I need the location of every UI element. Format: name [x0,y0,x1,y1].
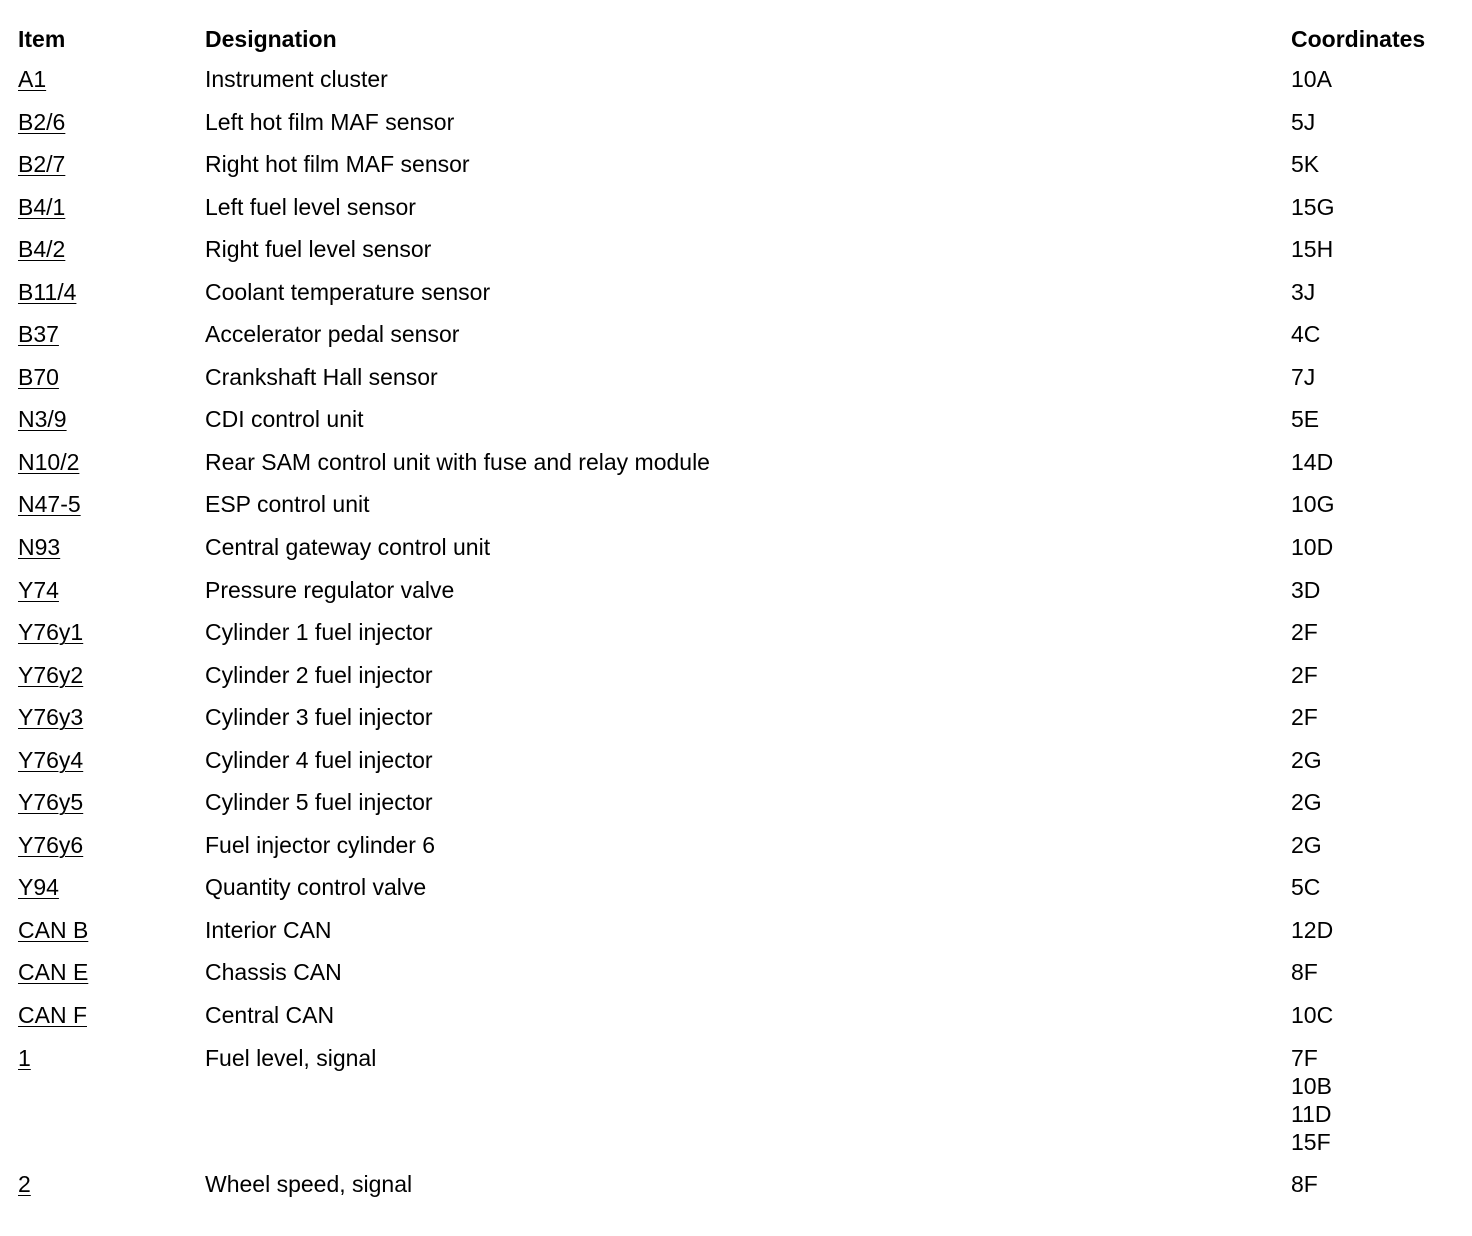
designation-cell: Pressure regulator valve [205,576,455,603]
coordinates-cell [1291,788,1322,816]
item-cell [18,108,65,136]
item-cell [18,320,59,348]
item-link[interactable]: B70 [18,363,59,390]
coordinates-cell [1291,193,1334,221]
table-row [18,149,1458,192]
designation-cell: Quantity control valve [205,874,427,901]
coordinates-cell [1291,1170,1318,1198]
designation-cell: Central gateway control unit [205,534,491,561]
table-row [18,107,1458,150]
item-link[interactable]: B4/2 [18,236,66,263]
item-cell [18,278,76,306]
coordinates-cell [1291,65,1332,93]
item-cell [18,490,81,518]
designation-cell: Cylinder 1 fuel injector [205,619,433,646]
coordinate-value: 2G [1291,746,1322,773]
item-link[interactable]: B2/7 [18,151,66,178]
designation-cell: Accelerator pedal sensor [205,321,460,348]
coordinates-cell [1291,278,1315,306]
table-row [18,702,1458,745]
item-cell [18,873,59,901]
designation-cell: Cylinder 5 fuel injector [205,789,433,816]
coordinate-value: 10C [1291,1002,1334,1029]
table-row [18,660,1458,703]
coordinate-value: 11D [1291,1100,1332,1127]
designation-cell: Cylinder 4 fuel injector [205,746,433,773]
item-cell [18,618,83,646]
header-designation: Designation [205,26,337,52]
item-link[interactable]: N93 [18,534,61,561]
item-cell [18,533,60,561]
item-cell [18,916,88,944]
coordinate-value: 2G [1291,789,1322,816]
item-link[interactable]: Y76y4 [18,746,84,773]
table-row [18,745,1458,788]
item-cell [18,150,65,178]
table-row [18,872,1458,915]
item-link[interactable]: Y76y1 [18,619,84,646]
item-link[interactable]: Y76y5 [18,789,84,816]
coordinate-value: 5K [1291,151,1320,178]
coordinate-value: 10G [1291,491,1335,518]
designation-cell: Wheel speed, signal [205,1170,413,1197]
header-item: Item [18,26,66,52]
coordinate-value: 3J [1291,278,1316,305]
coordinate-value: 15H [1291,236,1334,263]
table-row [18,1043,1458,1169]
item-cell [18,405,67,433]
component-legend-table [18,24,1458,1211]
coordinate-value: 7F [1291,1044,1318,1071]
coordinate-value: 5C [1291,874,1321,901]
coordinate-value: 10A [1291,66,1332,92]
item-cell [18,661,83,689]
coordinate-value: 8F [1291,959,1318,986]
item-cell [18,65,46,93]
item-link[interactable]: N10/2 [18,448,80,475]
coordinates-cell [1291,916,1333,944]
coordinates-cell [1291,448,1333,476]
item-link[interactable]: Y94 [18,874,59,901]
table-row [18,447,1458,490]
item-link[interactable]: B2/6 [18,108,66,135]
item-cell [18,1001,87,1029]
item-cell [18,235,65,263]
item-cell [18,193,65,221]
coordinate-value: 5E [1291,406,1320,433]
coordinates-cell [1291,108,1315,136]
item-link[interactable]: 1 [18,1044,31,1071]
designation-cell: Chassis CAN [205,959,342,986]
coordinate-value: 5J [1291,108,1316,135]
item-link[interactable]: 2 [18,1170,31,1197]
coordinates-cell [1291,150,1319,178]
designation-cell: Rear SAM control unit with fuse and relay module [205,448,710,475]
table-row [18,1169,1458,1212]
coordinates-cell [1291,1044,1332,1156]
coordinates-cell [1291,405,1319,433]
table-row [18,362,1458,405]
coordinates-cell [1291,490,1334,518]
designation-cell: Cylinder 2 fuel injector [205,661,433,688]
designation-cell: ESP control unit [205,491,370,518]
item-cell [18,576,59,604]
coordinates-cell [1291,831,1322,859]
coordinates-cell [1291,363,1315,391]
item-cell [18,1170,31,1198]
coordinates-cell [1291,873,1320,901]
item-link[interactable]: Y76y3 [18,704,84,731]
table-row [18,617,1458,660]
table-row [18,192,1458,235]
table-header-row [18,24,1458,64]
item-link[interactable]: B11/4 [18,278,77,305]
item-link[interactable]: CAN B [18,916,89,943]
coordinates-cell [1291,703,1318,731]
item-cell [18,958,88,986]
item-cell [18,1044,31,1072]
coordinates-cell [1291,618,1318,646]
item-link[interactable]: N3/9 [18,406,67,433]
designation-cell: Instrument cluster [205,66,388,92]
coordinates-cell [1291,235,1333,263]
coordinate-value: 2F [1291,704,1318,731]
item-cell [18,746,83,774]
table-row [18,277,1458,320]
designation-cell: Right hot film MAF sensor [205,151,470,178]
coordinate-value: 2F [1291,619,1318,646]
coordinates-cell [1291,533,1333,561]
coordinates-cell [1291,958,1318,986]
coordinate-value: 4C [1291,321,1321,348]
designation-cell: Left fuel level sensor [205,193,416,220]
coordinates-cell [1291,1001,1333,1029]
item-link[interactable]: A1 [18,66,47,92]
designation-cell: Coolant temperature sensor [205,278,491,305]
item-cell [18,788,83,816]
coordinates-cell [1291,320,1320,348]
coordinate-value: 10D [1291,534,1334,561]
coordinate-value: 10B [1291,1072,1332,1099]
table-row [18,234,1458,277]
table-row [18,787,1458,830]
designation-cell: Interior CAN [205,916,332,943]
designation-cell: Fuel level, signal [205,1044,377,1071]
table-row [18,830,1458,873]
coordinate-value: 2G [1291,831,1322,858]
item-link[interactable]: Y74 [18,576,59,603]
item-link[interactable]: B4/1 [18,193,66,220]
table-row [18,319,1458,362]
table-row [18,915,1458,958]
designation-cell: Left hot film MAF sensor [205,108,455,135]
item-cell [18,703,83,731]
table-row [18,957,1458,1000]
coordinate-value: 3D [1291,576,1321,603]
item-cell [18,363,59,391]
table-row [18,64,1458,107]
coordinates-cell [1291,661,1318,689]
coordinate-value: 15F [1291,1128,1331,1155]
header-coordinates: Coordinates [1291,26,1426,52]
table-body [18,64,1458,1211]
item-cell [18,448,79,476]
coordinates-cell [1291,746,1322,774]
coordinate-value: 7J [1291,363,1316,390]
designation-cell: Central CAN [205,1002,335,1029]
item-link[interactable]: Y76y2 [18,661,84,688]
item-link[interactable]: Y76y6 [18,831,84,858]
designation-cell: Cylinder 3 fuel injector [205,704,433,731]
coordinates-cell [1291,576,1320,604]
item-link[interactable]: B37 [18,321,59,348]
coordinate-value: 15G [1291,193,1335,220]
coordinate-value: 8F [1291,1170,1318,1197]
coordinate-value: 12D [1291,916,1334,943]
item-cell [18,831,83,859]
table-row [18,575,1458,618]
table-row [18,1000,1458,1043]
coordinate-value: 14D [1291,448,1334,475]
table-row [18,532,1458,575]
item-link[interactable]: CAN E [18,959,89,986]
designation-cell: Fuel injector cylinder 6 [205,831,436,858]
designation-cell: Right fuel level sensor [205,236,432,263]
table-row [18,404,1458,447]
designation-cell: CDI control unit [205,406,364,433]
designation-cell: Crankshaft Hall sensor [205,363,438,390]
coordinate-value: 2F [1291,661,1318,688]
table-row [18,489,1458,532]
item-link[interactable]: CAN F [18,1002,87,1029]
item-link[interactable]: N47-5 [18,491,81,518]
